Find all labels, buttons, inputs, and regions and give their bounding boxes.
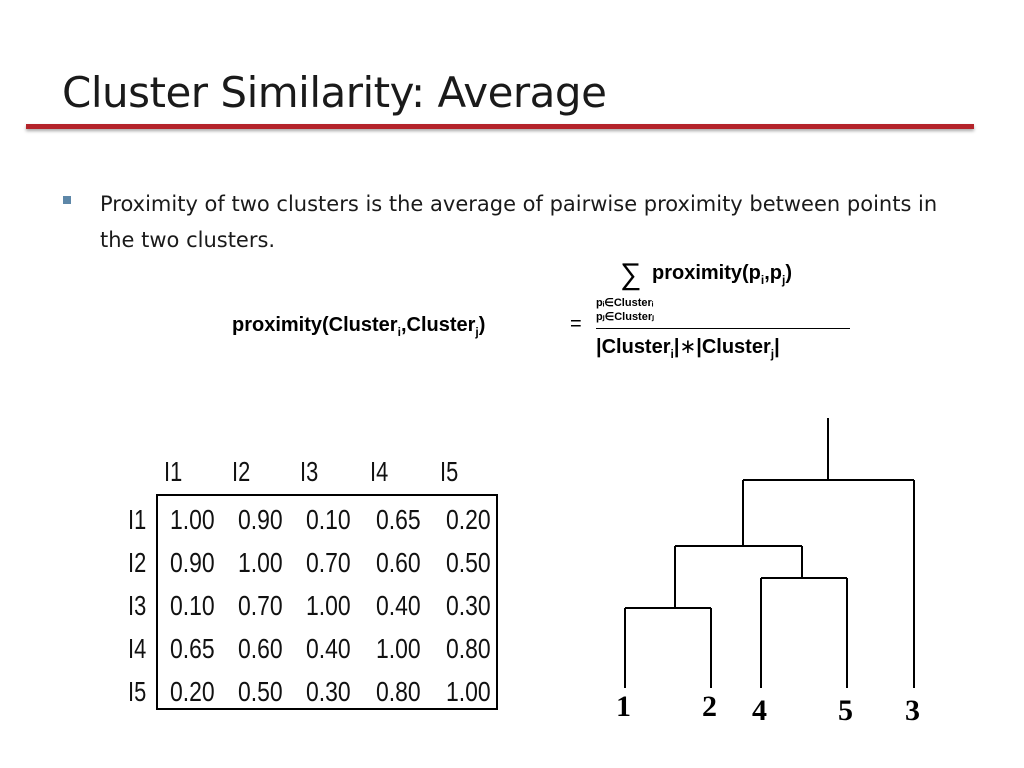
num-sub-i: i [760,273,765,287]
matrix-cell: 1.00 [446,676,491,707]
matrix-cell: 0.30 [446,590,491,621]
sum-symbol: ∑ [620,258,642,291]
formula-lhs [232,314,485,339]
num-sub-j: j [782,273,786,287]
dendrogram [600,410,930,745]
matrix-cell: 0.20 [446,504,491,535]
formula-numerator [652,262,792,287]
row-header: I3 [128,590,147,621]
matrix-cell: 0.10 [306,504,351,535]
matrix-cell: 1.00 [376,633,421,664]
matrix-cell: 0.90 [170,547,215,578]
row-header: I2 [128,547,147,578]
dendrogram-svg [600,410,930,740]
matrix-cell: 0.40 [306,633,351,664]
sum-index-2: pⱼ∈Clusterⱼ [596,311,655,323]
row-header: I4 [128,633,147,664]
matrix-cell: 0.65 [170,633,215,664]
leaf-label: 1 [616,690,631,723]
den-sub-j: j [770,347,775,361]
matrix-cell: 0.30 [306,676,351,707]
den-open2: |Cluster [696,336,771,358]
average-proximity-formula [232,258,872,368]
matrix-cell: 1.00 [170,504,215,535]
matrix-cell: 1.00 [306,590,351,621]
row-header: I5 [128,676,147,707]
formula-denominator [596,334,780,361]
leaf-label: 3 [905,694,920,727]
title-underline [26,124,974,129]
matrix-cell: 0.80 [376,676,421,707]
matrix-cell: 0.40 [376,590,421,621]
den-sub-i: i [670,347,674,361]
den-close: | [774,336,780,358]
column-header: I2 [232,456,251,487]
leaf-label: 5 [838,694,853,727]
matrix-cell: 1.00 [238,547,283,578]
sum-index-1: pᵢ∈Clusterᵢ [596,297,654,309]
den-open: |Cluster [596,336,671,358]
den-mid: | [673,336,680,358]
column-header: I1 [164,456,183,487]
lhs-close: ) [478,314,486,336]
row-header: I1 [128,504,147,535]
formula-equals: = [570,313,582,335]
column-header: I4 [370,456,389,487]
bullet-text: Proximity of two clusters is the average of pairwise proximity between points in the two clusters. [100,192,938,252]
column-header: I5 [440,456,459,487]
den-star: ∗ [679,336,697,358]
num-main: proximity(p [652,262,761,284]
lhs-comma: ,Cluster [400,314,476,336]
lhs-main: proximity(Cluster [232,314,398,336]
matrix-cell: 0.70 [238,590,283,621]
matrix-cell: 0.50 [238,676,283,707]
matrix-cell: 0.50 [446,547,491,578]
slide-title: Cluster Similarity: Average [62,68,607,117]
matrix-cell: 0.20 [170,676,215,707]
matrix-cell: 0.60 [238,633,283,664]
num-close: ) [785,262,793,284]
lhs-sub-j: j [475,325,479,339]
matrix-cell: 0.90 [238,504,283,535]
num-comma: ,p [764,262,783,284]
fraction-bar [596,328,850,329]
leaf-label: 4 [752,694,767,727]
matrix-cell: 0.65 [376,504,421,535]
leaf-label: 2 [702,690,717,723]
matrix-cell: 0.10 [170,590,215,621]
column-header: I3 [300,456,319,487]
matrix-cell: 0.80 [446,633,491,664]
matrix-cell: 0.70 [306,547,351,578]
matrix-cell: 0.60 [376,547,421,578]
bullet-marker [63,196,71,204]
lhs-sub-i: i [397,325,401,339]
